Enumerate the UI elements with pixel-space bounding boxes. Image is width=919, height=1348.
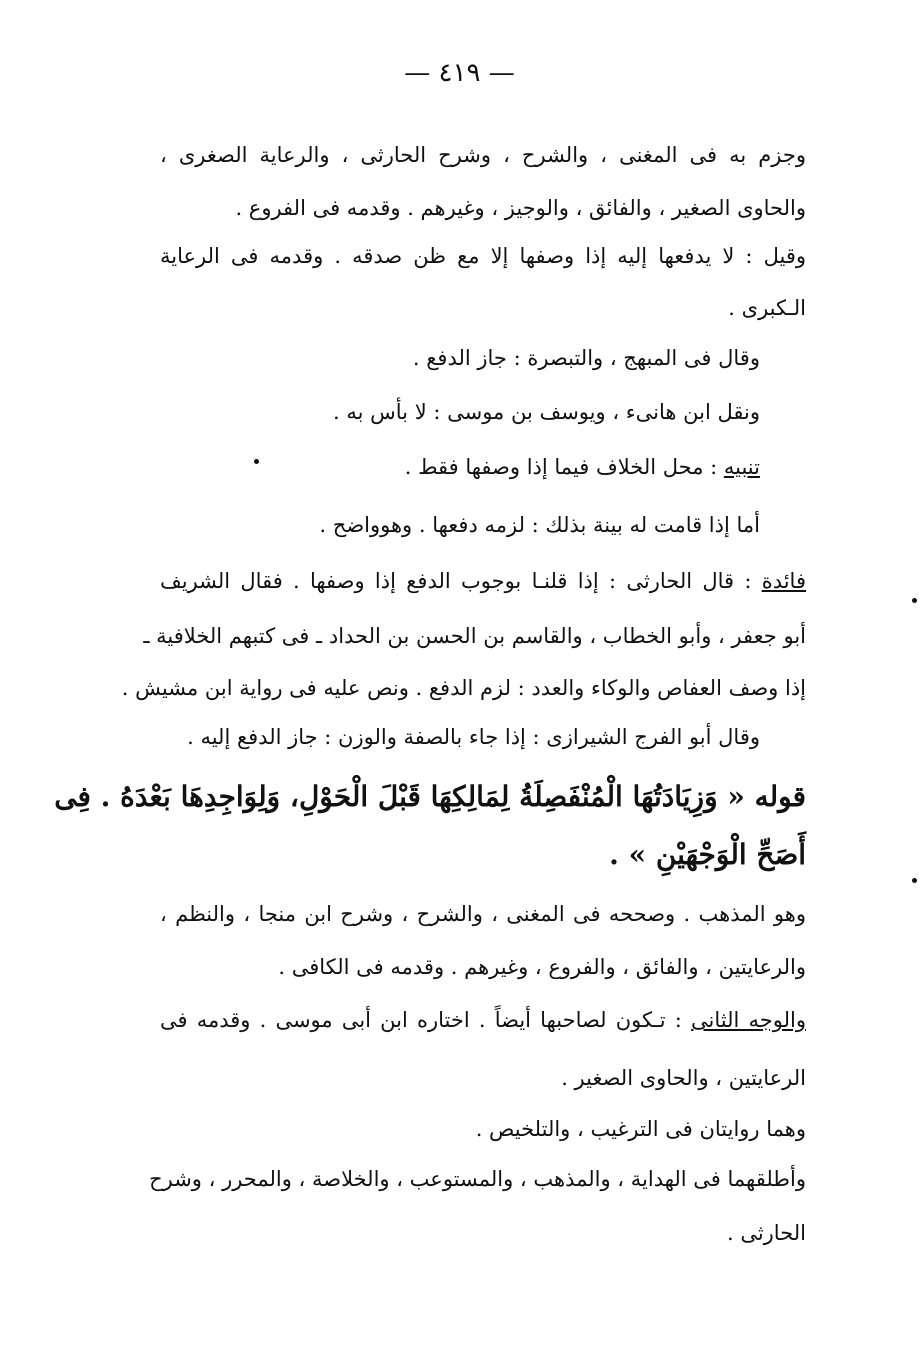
- print-speck: [254, 459, 259, 464]
- text-line: وقيل : لا يدفعها إليه إذا وصفها إلا مع ظن صدقه . وقدمه فى الرعاية: [160, 244, 806, 268]
- matn-line: أَصَحِّ الْوَجْهَيْنِ » .: [609, 838, 806, 871]
- text-line: وهو المذهب . وصححه فى المغنى ، والشرح ، وشرح ابن منجا ، والنظم ،: [160, 902, 806, 926]
- print-speck: [912, 598, 917, 603]
- text-line: الحارثى .: [726, 1221, 806, 1245]
- matn-line: قوله « وَزِيَادَتُهَا الْمُنْفَصِلَةُ لِمَالِكِهَا قَبْلَ الْحَوْلِ، وَلِوَاجِدِهَا بَعْدَهُ . فِى: [54, 780, 806, 813]
- text-line: والرعايتين ، والفائق ، والفروع ، وغيرهم . وقدمه فى الكافى .: [278, 955, 806, 979]
- text-line: أما إذا قامت له بينة بذلك : لزمه دفعها . وهوواضح .: [319, 513, 760, 537]
- text-line: [160, 1005, 806, 1035]
- note-label: فائدة: [761, 569, 806, 593]
- text-line: وقال فى المبهج ، والتبصرة : جاز الدفع .: [412, 346, 760, 370]
- text-line: الرعايتين ، والحاوى الصغير .: [561, 1066, 806, 1090]
- text-line: [160, 452, 760, 482]
- text-line: والحاوى الصغير ، والفائق ، والوجيز ، وغيرهم . وقدمه فى الفروع .: [235, 196, 806, 220]
- text-line: وقال أبو الفرج الشيرازى : إذا جاء بالصفة والوزن : جاز الدفع إليه .: [187, 725, 760, 749]
- print-speck: [912, 878, 917, 883]
- note-text: : محل الخلاف فيما إذا وصفها فقط .: [404, 455, 724, 479]
- page-number: — ٤١٩ —: [404, 58, 515, 88]
- text-line: وهما روايتان فى الترغيب ، والتلخيص .: [475, 1117, 806, 1141]
- note-label: تنبيه: [723, 455, 760, 479]
- text-line: الـكبرى .: [728, 296, 806, 320]
- text-line: إذا وصف العفاص والوكاء والعدد : لزم الدفع . ونص عليه فى رواية ابن مشيش .: [121, 676, 806, 700]
- text-line: ونقل ابن هانىء ، ويوسف بن موسى : لا بأس به .: [333, 400, 760, 424]
- text-line: وجزم به فى المغنى ، والشرح ، وشرح الحارثى ، والرعاية الصغرى ،: [160, 143, 806, 167]
- note-text: : قال الحارثى : إذا قلنـا بوجوب الدفع إذا وصفها . فقال الشريف: [160, 569, 762, 593]
- text-line: أبو جعفر ، وأبو الخطاب ، والقاسم بن الحسن بن الحداد ـ فى كتبهم الخلافية ـ: [143, 624, 806, 648]
- note-text: : تـكون لصاحبها أيضاً . اختاره ابن أبى موسى . وقدمه فى: [160, 1008, 692, 1032]
- note-label: والوجه الثانى: [691, 1008, 806, 1032]
- text-line: [160, 566, 806, 596]
- text-line: وأطلقهما فى الهداية ، والمذهب ، والمستوعب ، والخلاصة ، والمحرر ، وشرح: [149, 1167, 806, 1191]
